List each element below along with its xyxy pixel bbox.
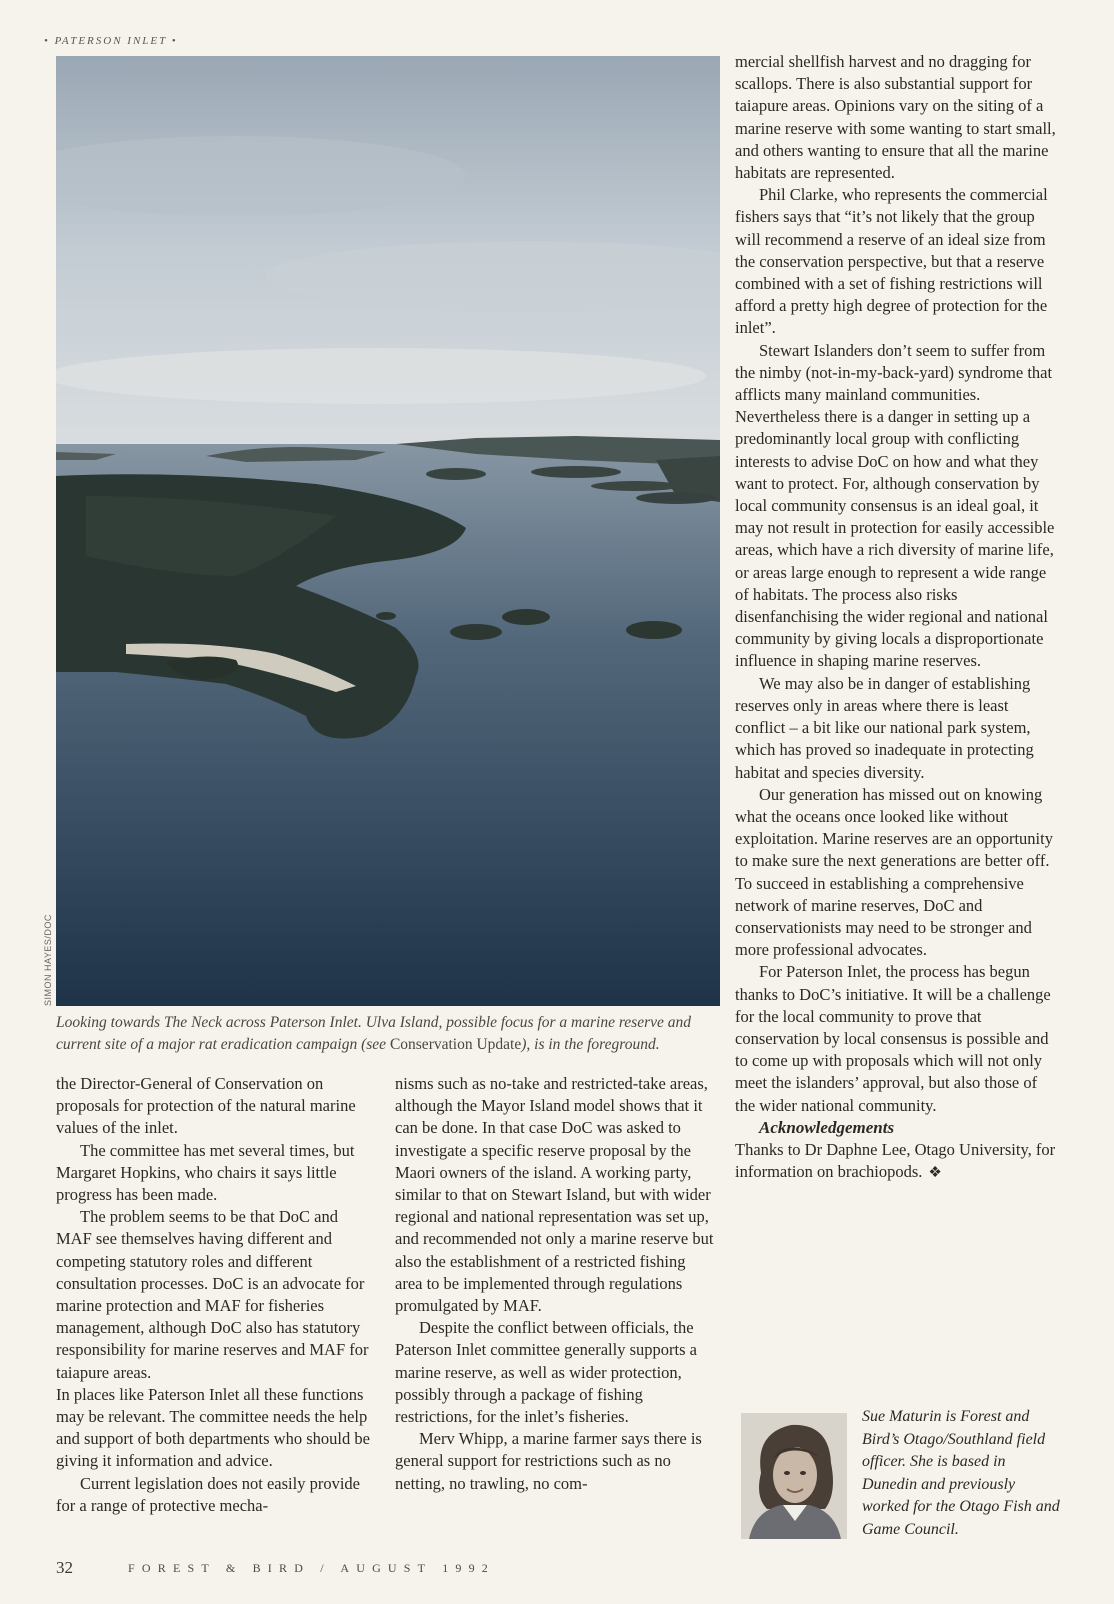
paragraph: Current legislation does not easily provide for a range of protective mecha- — [56, 1473, 360, 1515]
caption-part-2: ), is in the foreground. — [521, 1036, 660, 1053]
article-column-middle — [395, 1073, 717, 1495]
paragraph: The problem seems to be that DoC and MAF see themselves having different and competing statutory roles and different consultation processes. DoC is an advocate for marine protection and MAF for fisheries management, although DoC also has statutory responsibility for marine reserves and MAF for taiapure areas. — [56, 1207, 369, 1382]
article-column-left — [56, 1073, 376, 1517]
paragraph: We may also be in danger of establishing reserves only in areas where there is least conflict – a bit like our national park system, which has proved so inadequate in protecting habitat and species diversity. — [735, 673, 1034, 782]
paragraph: Phil Clarke, who represents the commercial fishers says that “it’s not likely that the group will recommend a reserve of an ideal size from the conservation perspective, but that a reserve combined with a set of fishing restrictions will afford a pretty high degree of protection for the inlet”. — [735, 185, 1048, 338]
article-column-right — [735, 51, 1061, 1184]
acknowledgements-body: Thanks to Dr Daphne Lee, Otago University, for information on brachiopods. — [735, 1139, 1056, 1182]
page-number: 32 — [56, 1558, 73, 1577]
acknowledgements-text — [735, 1139, 1061, 1184]
paragraph: Our generation has missed out on knowing what the oceans once looked like without exploitation. Marine reserves are an opportunity to make sure the next generations are better off. To succeed in establishing a comprehensive network of marine reserves, DoC and conservationists may need to be stronger and more professional advocates. — [735, 784, 1053, 960]
paragraph: mercial shellfish harvest and no dragging for scallops. There is also substantial support for taiapure areas. Opinions vary on the siting of a marine reserve with some wanting to start small, and others wanting to ensure that all the marine habitats are represented. — [735, 52, 1056, 183]
paragraph: For Paterson Inlet, the process has begun thanks to DoC’s initiative. It will be a challenge for the local community to prove that conservation by local consensus is possible and to come up with proposals which will not only meet the islanders’ approval, but also those of the wider national community. — [735, 962, 1051, 1115]
photo-caption — [56, 1012, 720, 1056]
acknowledgements-heading: Acknowledgements — [759, 1117, 895, 1137]
end-mark-icon: ❖ — [928, 1165, 942, 1182]
paragraph: Stewart Islanders don’t seem to suffer from the nimby (not-in-my-back-yard) syndrome that afflicts many mainland communities. Nevertheless there is a danger in setting up a predominantly local group with conflicting interests to advise DoC on how and what they want to protect. For, although conservation by local community consensus is an ideal goal, it may not result in protection for easily accessible areas, which have a rich diversity of marine life, or areas large enough to represent a wide range of habitats. The process also risks disenfanchising the wider regional and national community by giving locals a disproportionate influence in shaping marine reserves. — [735, 340, 1055, 671]
running-footer: FOREST & BIRD / AUGUST 1992 — [128, 1561, 495, 1575]
author-portrait — [741, 1413, 847, 1539]
paragraph: In places like Paterson Inlet all these functions may be relevant. The committee needs the help and support of both departments who should be giving it information and advice. — [56, 1384, 370, 1471]
paragraph: The committee has met several times, but Margaret Hopkins, who chairs it says little progress has been made. — [56, 1140, 355, 1205]
section-tag: • PATERSON INLET • — [44, 35, 178, 47]
inlet-aerial-photo — [56, 56, 720, 1006]
caption-roman: Conservation Update — [389, 1036, 522, 1053]
photo-credit: SIMON HAYES/DOC — [43, 914, 53, 1006]
paragraph: the Director-General of Conservation on proposals for protection of the natural marine values of the inlet. — [56, 1074, 356, 1138]
caption-part-1: Looking towards The Neck across Paterson Inlet. Ulva Island, possible focus for a marine reserve and current site of a major rat eradication campaign (see — [56, 1014, 692, 1053]
paragraph: Despite the conflict between officials, the Paterson Inlet committee generally supports a marine reserve, as well as wider protection, possibly through a package of fishing restrictions, for the inlet’s fisheries. — [395, 1318, 697, 1427]
paragraph: Merv Whipp, a marine farmer says there is general support for restrictions such as no netting, no trawling, no com- — [395, 1429, 702, 1493]
paragraph: nisms such as no-take and restricted-take areas, although the Mayor Island model shows that it can be done. In that case DoC was asked to investigate a specific reserve proposal by the Maori owners of the island. A working party, similar to that on Stewart Island, but with wider regional and national representation was set up, and recommended not only a marine reserve but also the establishment of a restricted fishing area to be implemented through regulations promulgated by MAF. — [395, 1074, 714, 1316]
author-bio: Sue Maturin is Forest and Bird’s Otago/Southland field officer. She is based in Dunedin and previously worked for the Otago Fish and Game Council. — [862, 1408, 1060, 1538]
